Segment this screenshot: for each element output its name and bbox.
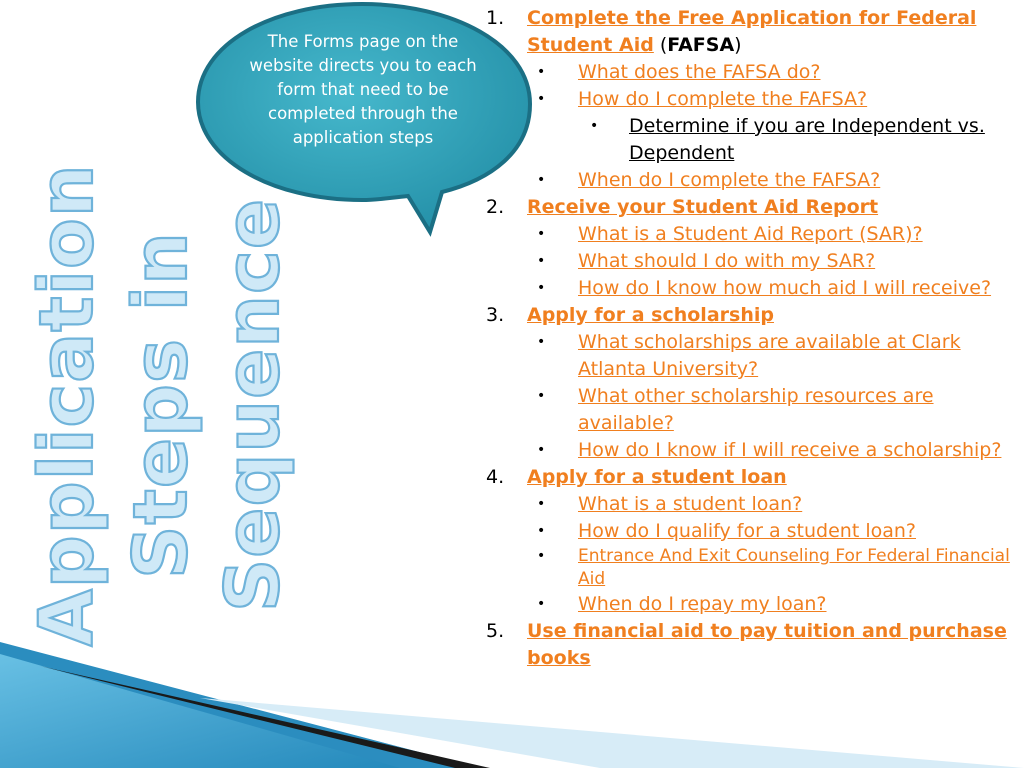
bullet-icon: • xyxy=(537,172,546,188)
bullet-icon: • xyxy=(537,91,546,107)
step-heading xyxy=(527,464,1016,491)
step-number: 1. xyxy=(486,7,505,29)
list-item xyxy=(486,248,1016,275)
list-item xyxy=(486,437,1016,464)
step-1-link[interactable]: Complete the Free Application for Federal Student Aid xyxy=(527,7,977,56)
step-heading xyxy=(527,194,1016,221)
sub-link[interactable]: How do I qualify for a student loan? xyxy=(578,520,916,542)
list-item xyxy=(486,59,1016,86)
sub-link[interactable]: What other scholarship resources are available? xyxy=(578,385,934,434)
slide-title-line-2: Steps in xyxy=(118,231,204,579)
sub-link[interactable]: What does the FAFSA do? xyxy=(578,61,821,83)
step-4-subitems xyxy=(486,491,1016,618)
step-4-link[interactable]: Apply for a student loan xyxy=(527,466,787,488)
decorative-swoosh xyxy=(0,640,1024,768)
step-5-link[interactable]: Use financial aid to pay tuition and purchase books xyxy=(527,620,1007,669)
sub-link[interactable]: Entrance And Exit Counseling For Federal Financial Aid xyxy=(578,546,1010,589)
step-2-subitems xyxy=(486,221,1016,302)
step-number: 4. xyxy=(486,466,505,488)
step-number: 2. xyxy=(486,196,505,218)
sub-link[interactable]: How do I know how much aid I will receive? xyxy=(578,277,992,299)
speech-bubble-text: The Forms page on the website directs you to each form that need to be completed through the application steps xyxy=(249,32,477,147)
step-1-acronym: FAFSA xyxy=(667,34,735,56)
sub-link[interactable]: What should I do with my SAR? xyxy=(578,250,876,272)
sub-sub-link[interactable]: Determine if you are Independent vs. Dependent xyxy=(629,115,985,164)
bullet-icon: • xyxy=(537,442,546,458)
list-item xyxy=(486,329,1016,383)
list-item xyxy=(486,491,1016,518)
sub-link[interactable]: How do I complete the FAFSA? xyxy=(578,88,868,110)
bullet-icon: • xyxy=(537,596,546,612)
list-item xyxy=(486,545,1016,591)
list-item xyxy=(486,167,1016,194)
slide-title-line-1: Application xyxy=(24,163,110,647)
list-item xyxy=(486,383,1016,437)
bullet-icon: • xyxy=(537,226,546,242)
step-1-subitems xyxy=(486,59,1016,194)
list-item xyxy=(486,221,1016,248)
bullet-icon: • xyxy=(537,388,546,404)
sub-link[interactable]: What scholarships are available at Clark Atlanta University? xyxy=(578,331,961,380)
step-3-subitems xyxy=(486,329,1016,464)
step-heading xyxy=(527,5,1016,59)
step-2 xyxy=(486,194,1016,302)
sub-link[interactable]: How do I know if I will receive a scholarship? xyxy=(578,439,1002,461)
step-1-suffix-close: ) xyxy=(734,34,742,56)
step-heading xyxy=(527,302,1016,329)
bullet-icon: • xyxy=(537,496,546,512)
list-item xyxy=(486,113,1016,167)
step-3-link[interactable]: Apply for a scholarship xyxy=(527,304,774,326)
list-item xyxy=(486,275,1016,302)
step-number: 5. xyxy=(486,620,505,642)
sub-link[interactable]: When do I repay my loan? xyxy=(578,593,827,615)
list-item xyxy=(486,86,1016,167)
bullet-icon: • xyxy=(537,548,546,564)
step-3 xyxy=(486,302,1016,464)
bullet-icon: • xyxy=(537,523,546,539)
bullet-icon: • xyxy=(537,334,546,350)
bullet-icon: • xyxy=(537,253,546,269)
bullet-icon: • xyxy=(537,64,546,80)
step-2-link[interactable]: Receive your Student Aid Report xyxy=(527,196,879,218)
slide-title-line-3: Sequence xyxy=(210,197,296,613)
bullet-icon: • xyxy=(537,280,546,296)
sub-link[interactable]: When do I complete the FAFSA? xyxy=(578,169,881,191)
step-number: 3. xyxy=(486,304,505,326)
sub-link[interactable]: What is a Student Aid Report (SAR)? xyxy=(578,223,923,245)
step-4 xyxy=(486,464,1016,618)
list-item xyxy=(486,591,1016,618)
step-1 xyxy=(486,5,1016,194)
sub-link[interactable]: What is a student loan? xyxy=(578,493,803,515)
application-steps-list xyxy=(486,5,1016,672)
bullet-icon: • xyxy=(590,118,599,134)
nested-subitems xyxy=(486,113,1016,167)
step-1-suffix-open: ( xyxy=(653,34,668,56)
slide-title xyxy=(10,163,300,647)
list-item xyxy=(486,518,1016,545)
